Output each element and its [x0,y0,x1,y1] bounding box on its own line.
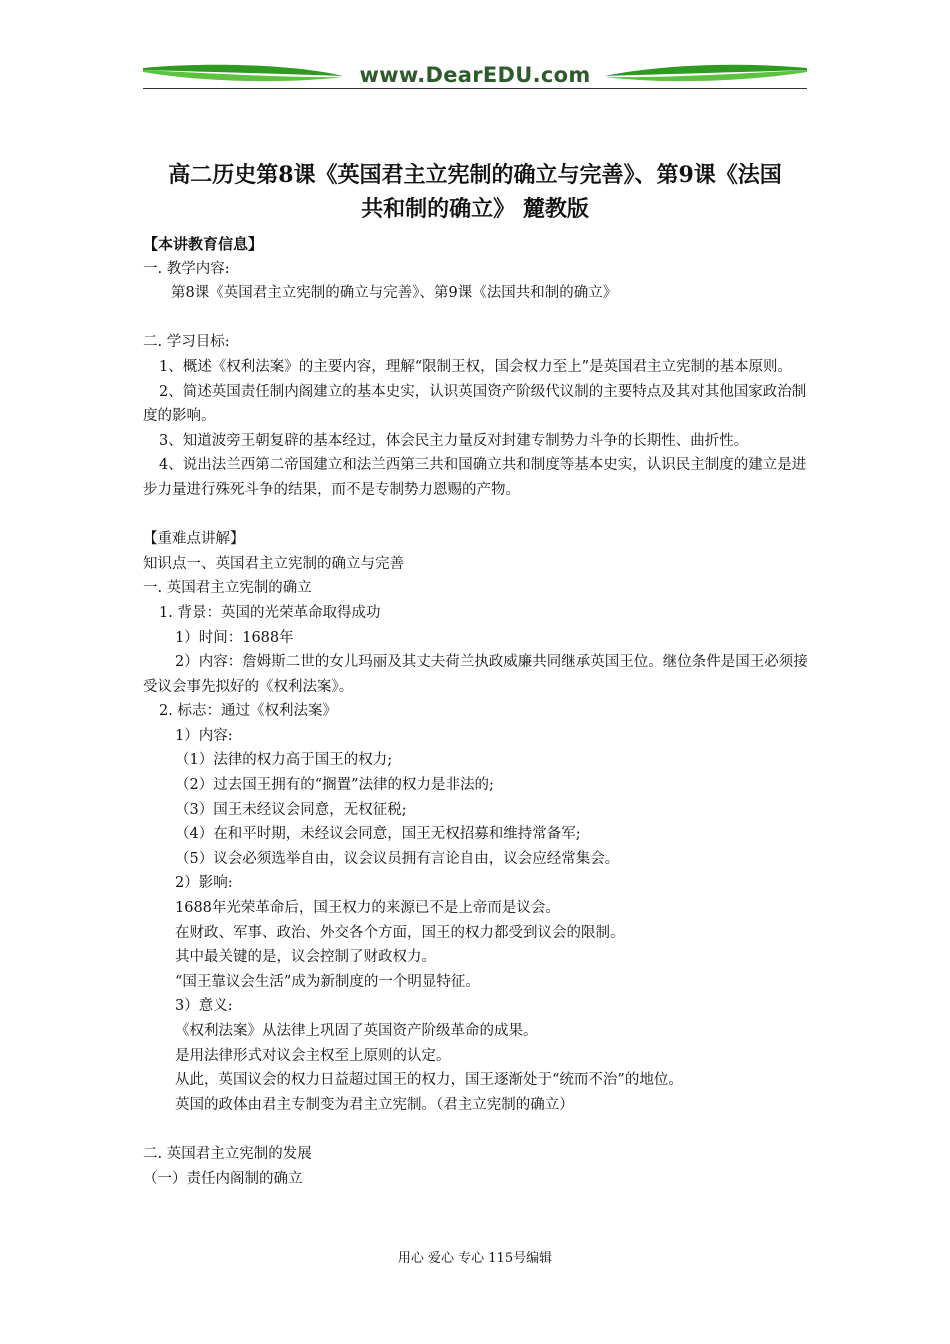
mark-content-label: 1）内容: [175,727,233,744]
goal-item: 4、说出法兰西第二帝国建立和法兰西第三共和国确立共和制度等基本史实，认识民主制度的建立是进步力量进行殊死斗争的结果，而不是专制势力恩赐的产物。 [143,457,807,498]
knowledge-point-1: 知识点一、英国君主立宪制的确立与完善 [143,555,404,572]
teaching-content: 第8课《英国君主立宪制的确立与完善》、第9课《法国共和制的确立》 [171,285,618,302]
influence-label: 2）影响: [175,875,233,892]
title-line-2: 共和制的确立》 麓教版 [361,196,589,222]
site-logo-text[interactable]: www.DearEDU.com [359,63,591,87]
goal-item: 2、简述英国责任制内阁建立的基本史实，认识英国资产阶级代议制的主要特点及其对其他国家政治制度的影响。 [143,383,807,425]
meaning-item: 英国的政体由君主专制变为君主立宪制。（君主立宪制的确立） [175,1096,574,1113]
page-footer: 用心 爱心 专心 115号编辑 [397,1251,553,1266]
mark-item: （1）法律的权力高于国王的权力; [175,752,393,769]
influence-item: 在财政、军事、政治、外交各个方面，国王的权力都受到议会的限制。 [175,924,625,941]
page-title [140,158,810,226]
meaning-item: 是用法律形式对议会主权至上原则的认定。 [175,1047,451,1064]
info-heading: 【本讲教育信息】 [143,235,264,253]
section-2-heading: 二. 英国君主立宪制的发展 [143,1145,312,1162]
header-divider [143,88,807,89]
influence-item: 其中最关键的是，议会控制了财政权力。 [175,949,436,966]
section-2-subheading: （一）责任内阁制的确立 [143,1170,303,1187]
key-heading: 【重难点讲解】 [143,531,245,548]
mark-item: （2）过去国王拥有的“搁置”法律的权力是非法的; [175,777,494,794]
goals-label: 二. 学习目标: [143,334,230,351]
goal-item: 3、知道波旁王朝复辟的基本经过，体会民主力量反对封建专制势力斗争的长期性、曲折性。 [159,432,749,449]
document-body [143,232,815,1191]
teaching-content-label: 一. 教学内容: [143,260,230,277]
influence-item: 1688年光荣革命后，国王权力的来源已不是上帝而是议会。 [175,900,560,917]
title-line-1: 高二历史第8课《英国君主立宪制的确立与完善》、第9课《法国 [168,162,782,188]
meaning-item: 《权利法案》从法律上巩固了英国资产阶级革命的成果。 [175,1023,538,1039]
background-time: 1）时间：1688年 [175,629,294,646]
section-1-heading: 一. 英国君主立宪制的确立 [143,580,312,597]
mark-item: （3）国王未经议会同意，无权征税; [175,801,407,818]
mark-heading: 2. 标志：通过《权利法案》 [159,703,337,720]
mark-item: （4）在和平时期，未经议会同意，国王无权招募和维持常备军; [175,826,581,843]
background-content: 2）内容：詹姆斯二世的女儿玛丽及其丈夫荷兰执政威廉共同继承英国王位。继位条件是国王必须接受议会事先拟好的《权利法案》。 [143,654,808,695]
influence-item: “国王靠议会生活”成为新制度的一个明显特征。 [175,973,480,990]
goal-item: 1、概述《权利法案》的主要内容，理解“限制王权，国会权力至上”是英国君主立宪制的基本原则。 [159,358,793,375]
meaning-label: 3）意义: [175,998,233,1015]
mark-item: （5）议会必须选举自由，议会议员拥有言论自由，议会应经常集会。 [175,850,620,867]
background-heading: 1. 背景：英国的光荣革命取得成功 [159,604,381,621]
meaning-item: 从此，英国议会的权力日益超过国王的权力，国王逐渐处于“统而不治”的地位。 [175,1072,683,1089]
